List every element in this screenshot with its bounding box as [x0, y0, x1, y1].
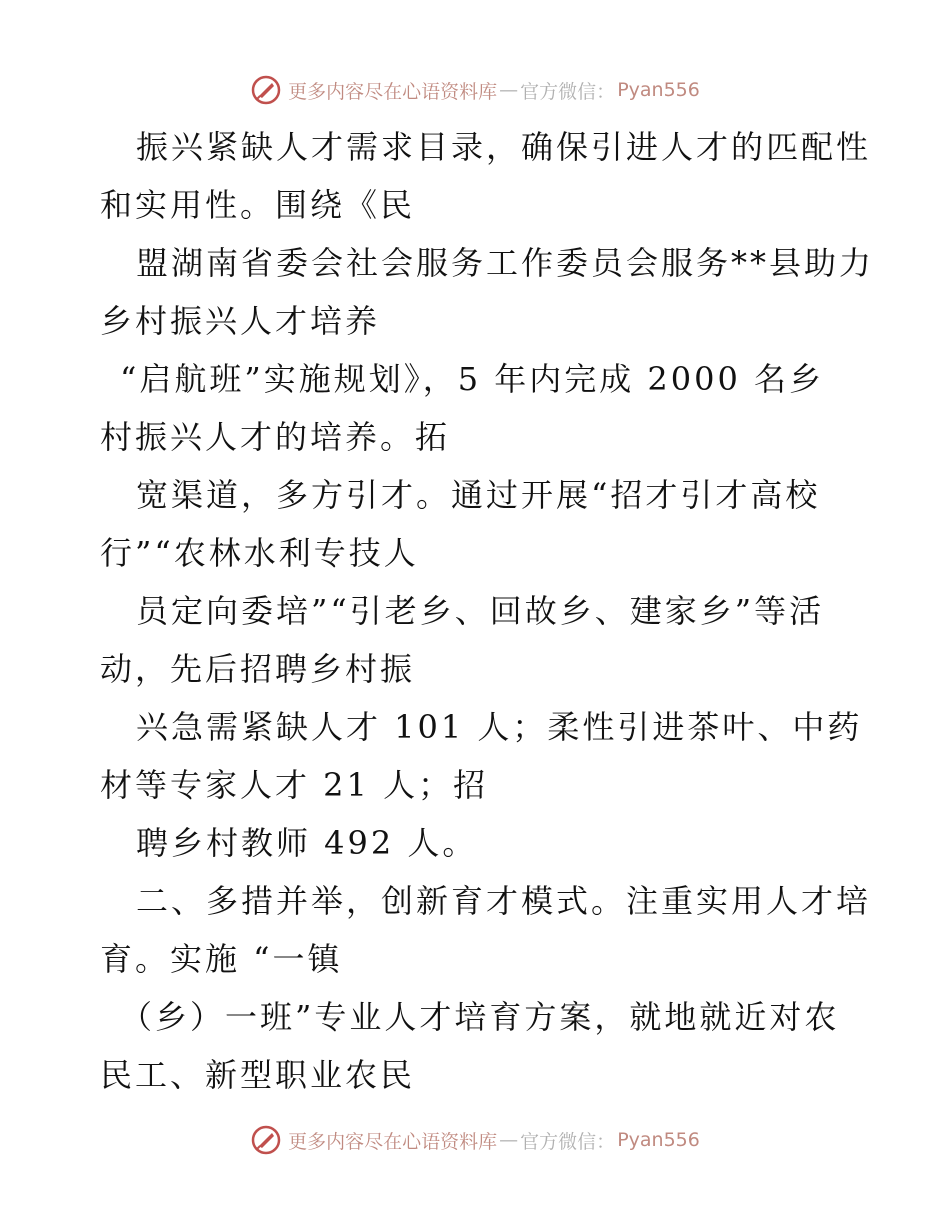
body-line: 盟湖南省委会社会服务工作委员会服务**县助力 [136, 244, 875, 282]
body-line: 乡村振兴人才培养 [100, 302, 381, 340]
watermark-text: 更多内容尽在心语资料库 [288, 1130, 498, 1153]
body-line: 材等专家人才 21 人；招 [100, 766, 489, 804]
watermark-wechat-id: Pyan556 [617, 79, 700, 101]
watermark-wechat-id: Pyan556 [617, 1129, 700, 1151]
body-line: 聘乡村教师 492 人。 [136, 824, 478, 862]
body-line: 员定向委培”“引老乡、回故乡、建家乡”等活 [136, 592, 825, 630]
body-line: 振兴紧缺人才需求目录，确保引进人才的匹配性 [136, 128, 872, 166]
watermark-separator: — [499, 1129, 519, 1151]
quill-logo-icon [250, 74, 282, 106]
body-line: 兴急需紧缺人才 101 人；柔性引进茶叶、中药 [136, 708, 863, 746]
body-line: “启航班”实施规划》，5 年内完成 2000 名乡 [120, 360, 825, 398]
body-line: 村振兴人才的培养。拓 [100, 418, 451, 456]
body-line: 育。实施 “一镇 [100, 940, 343, 978]
body-line: （乡）一班”专业人才培育方案，就地就近对农 [120, 998, 840, 1036]
body-line: 二、多措并举，创新育才模式。注重实用人才培 [136, 882, 872, 920]
footer-watermark [0, 1122, 950, 1158]
watermark-text: 更多内容尽在心语资料库 [288, 80, 498, 103]
watermark-wechat-label: 官方微信： [520, 80, 616, 103]
header-watermark [0, 72, 950, 108]
quill-logo-icon [250, 1124, 282, 1156]
body-line: 行”“农林水利专技人 [100, 534, 419, 572]
watermark-wechat-label: 官方微信： [520, 1130, 616, 1153]
body-line: 民工、新型职业农民 [100, 1056, 416, 1094]
body-line: 和实用性。围绕《民 [100, 186, 416, 224]
watermark-separator: — [499, 79, 519, 101]
body-line: 宽渠道，多方引才。通过开展“招才引才高校 [136, 476, 821, 514]
body-line: 动，先后招聘乡村振 [100, 650, 416, 688]
